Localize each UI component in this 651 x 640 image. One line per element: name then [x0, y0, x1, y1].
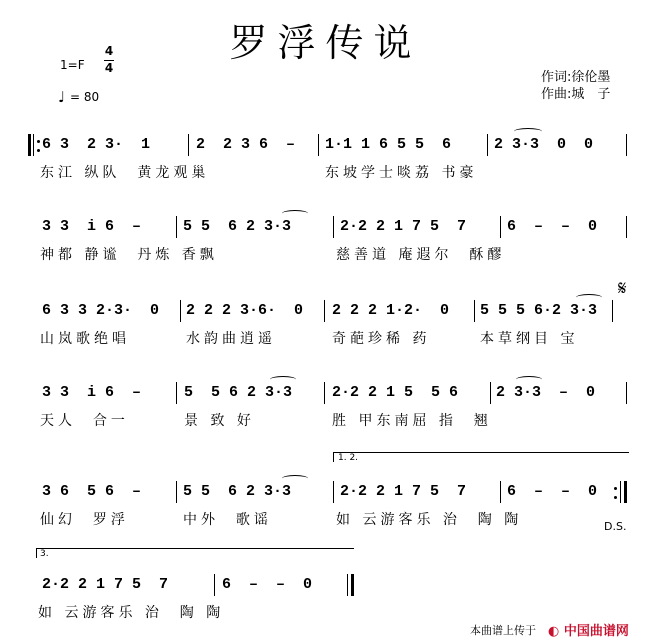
tie-slur [282, 475, 308, 482]
row4-lyrics-1: 天人 合一 [40, 413, 129, 429]
row2-measure4-notes: 6 – – 0 [507, 218, 598, 235]
row4-measure2-notes: 5 5 6 2 3·3 [184, 384, 293, 401]
row3-lyrics-4: 本草纲目 宝 [480, 331, 579, 347]
row4-lyrics-3: 胜 甲东南屈 指 翘 [332, 413, 492, 429]
row6-lyrics: 如 云游客乐 治 陶 陶 [38, 605, 225, 621]
row2-measure2-notes: 5 5 6 2 3·3 [183, 218, 292, 235]
barline [318, 134, 319, 156]
ds-marking: D.S. [604, 520, 627, 533]
row2-lyrics-right: 慈善道 庵遐尔 酥醪 [336, 247, 506, 263]
row5-measure1-notes: 3 6 5 6 – [42, 483, 142, 500]
repeat-dot [37, 140, 40, 143]
tie-slur [514, 128, 542, 135]
row1-lyrics-left: 东江 纵队 黄龙观巢 [40, 165, 210, 181]
row1-measure1-notes: 6 3 2 3· 1 [42, 136, 151, 153]
repeat-dot [614, 487, 617, 490]
segno-icon: 𝄋 [618, 276, 627, 300]
barline [324, 382, 325, 404]
repeat-start-thin-line [33, 134, 34, 156]
key-signature: 1=F [60, 58, 85, 72]
score-title: 罗浮传说 [229, 21, 422, 65]
barline [188, 134, 189, 156]
barline [612, 300, 613, 322]
barline [626, 134, 627, 156]
repeat-dot [614, 496, 617, 499]
barline [180, 300, 181, 322]
tie-slur [516, 376, 542, 383]
lyricist-credit: 作词:徐伦墨 [541, 70, 611, 85]
quarter-note-icon: ♩ [58, 88, 66, 106]
time-signature-bottom: 4 [104, 61, 114, 75]
barline [500, 216, 501, 238]
site-logo [548, 620, 629, 639]
site-logo-icon: ◐ [548, 624, 560, 639]
row2-measure3-notes: 2·2 2 1 7 5 7 [340, 218, 467, 235]
repeat-start-barline [28, 134, 31, 156]
ending-bracket [36, 548, 354, 549]
ending-bracket [333, 452, 629, 453]
row4-measure4-notes: 2 3·3 – 0 [496, 384, 596, 401]
row1-lyrics-right: 东坡学士啖荔 书豪 [325, 165, 478, 181]
tempo-marking: = 80 [70, 90, 100, 104]
ending-bracket-start [36, 548, 37, 558]
row2-lyrics-left: 神都 静谧 丹炼 香飘 [40, 247, 218, 263]
barline [214, 574, 215, 596]
repeat-end-barline [624, 481, 627, 503]
ending-bracket-start [333, 452, 334, 462]
row1-measure4-notes: 2 3·3 0 0 [494, 136, 594, 153]
row3-measure4-notes: 5 5 5 6·2 3·3 [480, 302, 598, 319]
ending-1-2-label: 1. 2. [338, 453, 359, 463]
row5-measure3-notes: 2·2 2 1 7 5 7 [340, 483, 467, 500]
row5-lyrics-1: 仙幻 罗浮 [40, 512, 129, 528]
row5-measure4-notes: 6 – – 0 [507, 483, 598, 500]
row1-measure3-notes: 1·1 1 6 5 5 6 [325, 136, 452, 153]
row5-measure2-notes: 5 5 6 2 3·3 [183, 483, 292, 500]
row3-lyrics-2: 水韵曲逍遥 [186, 331, 276, 347]
row3-lyrics-1: 山岚歌绝唱 [40, 331, 130, 347]
barline [333, 216, 334, 238]
row3-measure2-notes: 2 2 2 3·6· 0 [186, 302, 304, 319]
repeat-end-thin-line [620, 481, 621, 503]
row4-lyrics-2: 景 致 好 [184, 413, 255, 429]
time-signature-top: 4 [104, 44, 114, 58]
site-brand-name: 中国曲谱网 [563, 624, 629, 639]
ending-3-label: 3. [40, 549, 49, 559]
final-barline-thin [347, 574, 348, 596]
composer-credit: 作曲:城 子 [541, 87, 611, 102]
upload-note: 本曲谱上传于 [470, 624, 536, 637]
barline [487, 134, 488, 156]
row3-lyrics-3: 奇葩珍稀 药 [332, 331, 431, 347]
tie-slur [282, 210, 308, 217]
row1-measure2-notes: 2 2 3 6 – [196, 136, 296, 153]
repeat-dot [37, 149, 40, 152]
row5-lyrics-2: 中外 歌谣 [183, 512, 272, 528]
barline [324, 300, 325, 322]
final-barline-thick [351, 574, 354, 596]
barline [490, 382, 491, 404]
barline [626, 216, 627, 238]
row3-measure1-notes: 6 3 3 2·3· 0 [42, 302, 160, 319]
barline [500, 481, 501, 503]
barline [176, 481, 177, 503]
barline [176, 216, 177, 238]
row5-lyrics-3: 如 云游客乐 治 陶 陶 [336, 512, 523, 528]
barline [176, 382, 177, 404]
row4-measure3-notes: 2·2 2 1 5 5 6 [332, 384, 459, 401]
row4-measure1-notes: 3 3 i 6 – [42, 384, 142, 401]
tie-slur [576, 294, 602, 301]
row6-measure1-notes: 2·2 2 1 7 5 7 [42, 576, 169, 593]
barline [333, 481, 334, 503]
barline [626, 382, 627, 404]
row2-measure1-notes: 3 3 i 6 – [42, 218, 142, 235]
barline [474, 300, 475, 322]
row6-measure2-notes: 6 – – 0 [222, 576, 313, 593]
tie-slur [270, 376, 296, 383]
row3-measure3-notes: 2 2 2 1·2· 0 [332, 302, 450, 319]
